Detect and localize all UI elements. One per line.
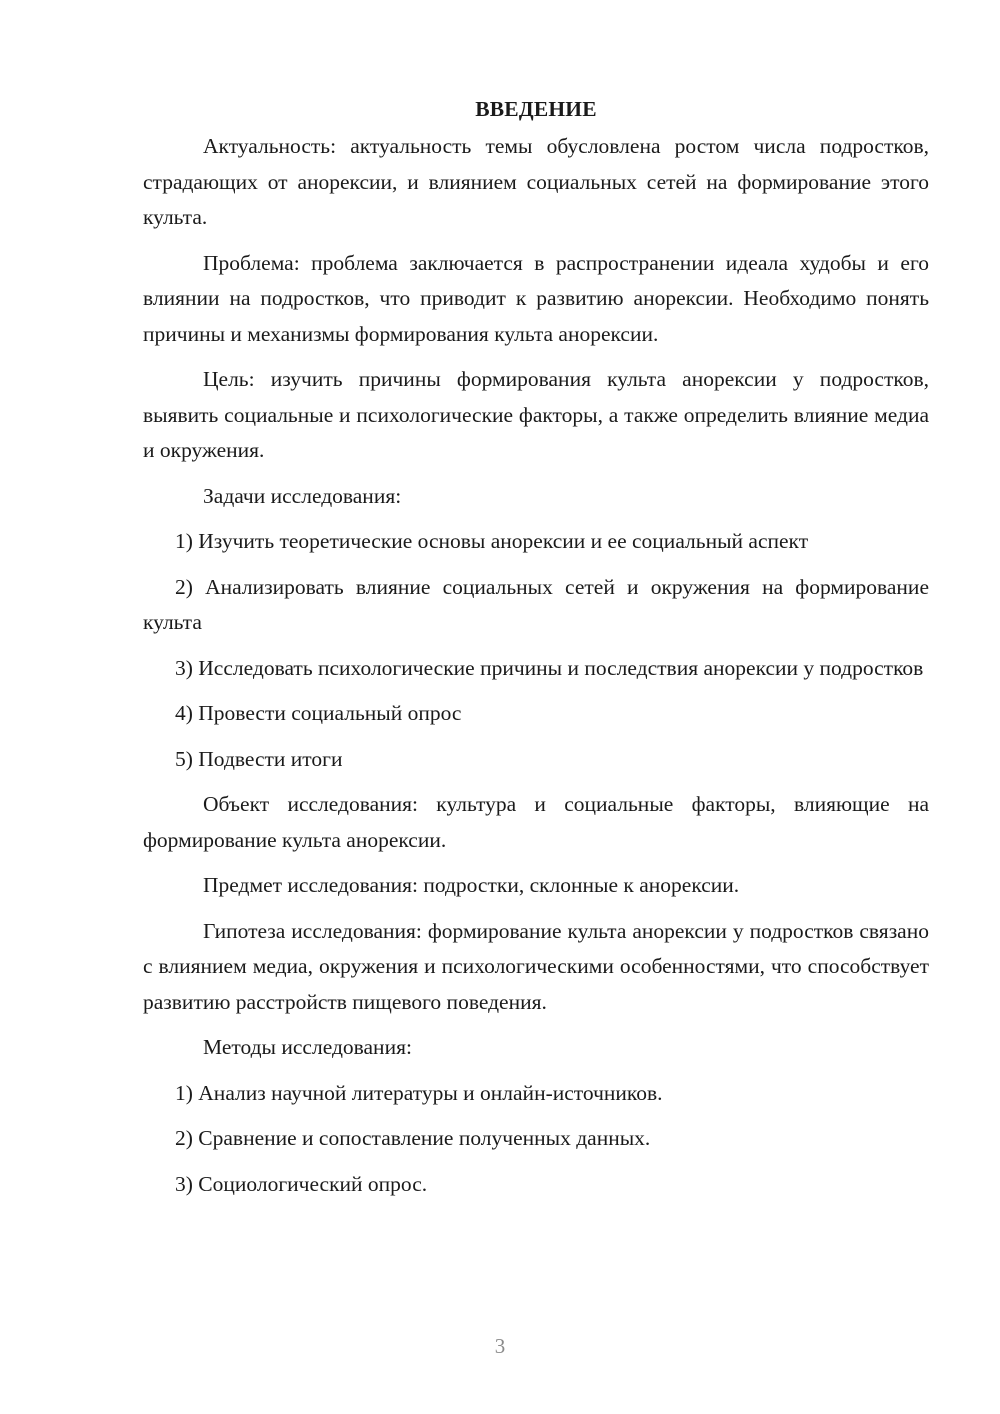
subject-paragraph: Предмет исследования: подростки, склонные к анорексии. [203,873,740,897]
task-item-5: 5) Подвести итоги [175,746,343,771]
method-item-1: 1) Анализ научной литературы и онлайн-источников. [175,1080,663,1105]
hypothesis-paragraph: Гипотеза исследования: формирование культа анорексии у подростков связано с влиянием медиа, окружения и психологическими особенностями, что способствует развитию расстройств пищевого поведения. [143,918,929,1014]
tasks-title: Задачи исследования: [203,483,402,508]
method-item-2: 2) Сравнение и сопоставление полученных данных. [175,1126,651,1150]
page-number: 3 [494,1334,506,1358]
task-item-1: 1) Изучить теоретические основы анорексии и ее социальный аспект [175,529,809,553]
methods-title: Методы исследования: [203,1035,412,1059]
document-page [143,92,929,1212]
relevance-paragraph: Актуальность: актуальность темы обусловлена ростом числа подростков, страдающих от анорексии, и влиянием социальных сетей на формирование этого культа. [143,134,929,229]
object-paragraph: Объект исследования: культура и социальные факторы, влияющие на формирование культа анорексии. [143,792,929,852]
task-item-3: 3) Исследовать психологические причины и последствия анорексии у подростков [175,655,924,680]
goal-paragraph: Цель: изучить причины формирования культа анорексии у подростков, выявить социальные и психологические факторы, а также определить влияние медиа и окружения. [143,367,929,462]
task-item-4: 4) Провести социальный опрос [175,701,462,725]
method-item-3: 3) Социологический опрос. [175,1171,428,1196]
task-item-2: 2) Анализировать влияние социальных сетей и окружения на формирование культа [143,574,929,634]
problem-paragraph: Проблема: проблема заключается в распространении идеала худобы и его влиянии на подростков, что приводит к развитию анорексии. Необходимо понять причины и механизмы формирования культа анорексии. [143,250,929,346]
page-title: ВВЕДЕНИЕ [475,97,597,121]
